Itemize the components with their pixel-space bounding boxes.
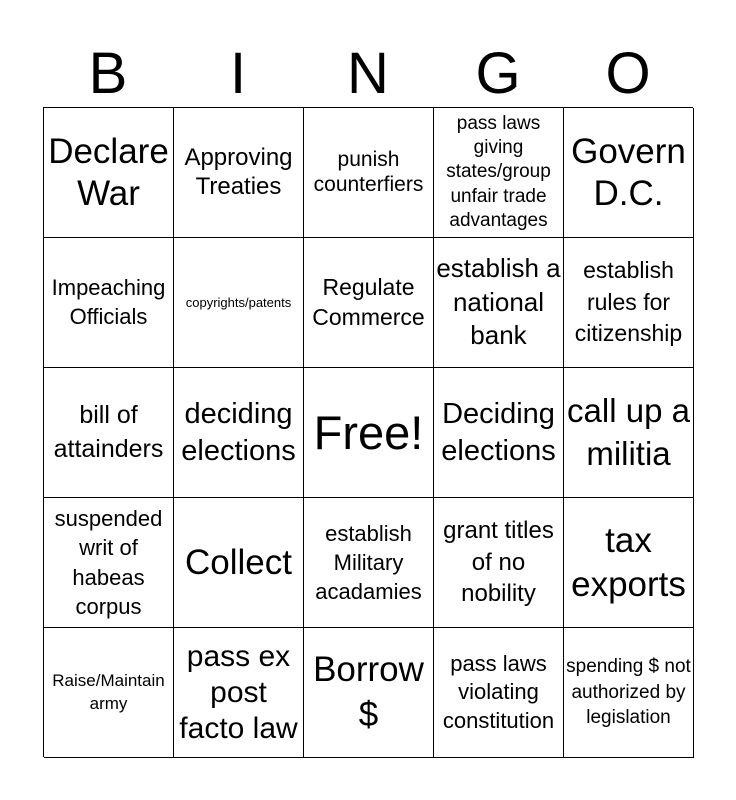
bingo-cell[interactable] [434,628,564,758]
cell-text: deciding elections [181,398,296,467]
cell-text: establish a national bank [436,252,561,351]
cell-text: establish rules for citizenship [574,256,683,347]
cell-text: Impeaching Officials [51,274,166,329]
bingo-cell[interactable] [564,108,694,238]
cell-text: Declare War [48,132,169,213]
cell-text: Approving Treaties [184,144,293,200]
bingo-cell[interactable] [174,498,304,628]
bingo-cell[interactable] [304,108,434,238]
bingo-cell[interactable] [44,628,174,758]
cell-text: copyrights/patents [185,294,292,310]
cell-text: pass laws violating constitution [442,650,555,733]
header-letter-n: N [347,41,389,106]
bingo-cell[interactable] [44,498,174,628]
bingo-header [43,40,693,108]
bingo-cell[interactable] [434,108,564,238]
header-letter-i: I [229,41,247,106]
bingo-cell[interactable] [44,108,174,238]
bingo-cell[interactable] [174,108,304,238]
cell-text: Collect [185,542,292,582]
cell-text: call up a militia [567,391,690,472]
cell-text: establish Military acadamies [315,520,422,605]
cell-text: suspended writ of habeas corpus [54,506,163,619]
cell-text: spending $ not authorized by legislation [566,656,691,729]
cell-text: pass ex post facto law [179,639,298,745]
bingo-cell[interactable] [174,628,304,758]
cell-text: Raise/Maintain army [52,671,165,713]
header-letter-o: O [605,41,651,106]
cell-text: punish counterfiers [313,147,424,196]
header-letter-b: B [88,41,128,106]
bingo-cell[interactable] [434,498,564,628]
bingo-cell[interactable] [44,238,174,368]
bingo-cell[interactable] [564,368,694,498]
cell-text: tax exports [571,520,686,604]
cell-text: Deciding elections [441,398,556,467]
cell-text: Regulate Commerce [312,273,425,330]
bingo-cell[interactable] [304,628,434,758]
bingo-cell[interactable] [44,368,174,498]
bingo-cell[interactable] [304,238,434,368]
cell-text: pass laws giving states/group unfair trade advantages [446,112,551,231]
cell-text: Borrow $ [313,649,424,734]
bingo-cell[interactable] [304,368,434,498]
bingo-board [43,107,693,757]
cell-text: bill of attainders [53,400,164,463]
bingo-cell[interactable] [434,368,564,498]
header-letter-g: G [475,41,521,106]
bingo-cell[interactable] [174,368,304,498]
bingo-cell[interactable] [564,628,694,758]
bingo-cell[interactable] [564,498,694,628]
bingo-cell[interactable] [174,238,304,368]
bingo-cell[interactable] [564,238,694,368]
cell-text: Govern D.C. [571,132,686,213]
bingo-cell[interactable] [304,498,434,628]
cell-text: grant titles of no nobility [443,516,554,608]
free-space: Free! [313,405,424,459]
bingo-cell[interactable] [434,238,564,368]
